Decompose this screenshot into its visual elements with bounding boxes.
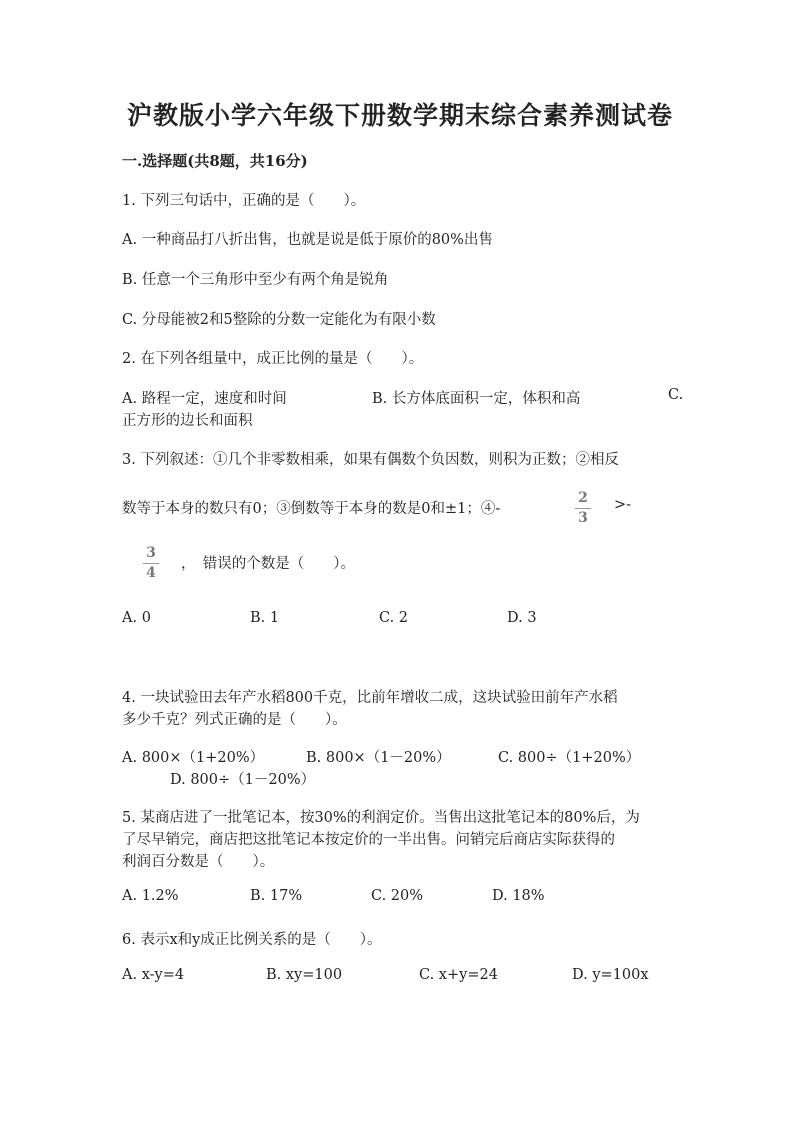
question-6-option-d: D. y=100x [572, 967, 649, 983]
fraction-bar [143, 563, 159, 564]
question-3-tail: ， 错误的个数是（ ）。 [181, 556, 355, 572]
fraction-denominator: 3 [578, 510, 588, 526]
question-6-option-c: C. x+y=24 [419, 967, 498, 983]
question-3-option-a: A. 0 [122, 610, 151, 626]
question-6-option-a: A. x-y=4 [122, 967, 185, 983]
question-4-option-c: C. 800÷（1+20%） [498, 750, 641, 766]
question-4-option-b: B. 800×（1－20%） [306, 750, 451, 766]
page-title: 沪教版小学六年级下册数学期末综合素养测试卷 [126, 101, 673, 130]
fraction-numerator: 3 [146, 545, 156, 561]
question-5-option-d: D. 18% [492, 888, 545, 904]
question-2-option-c-label: C. [668, 387, 684, 403]
question-2-stem: 2. 在下列各组量中，成正比例的量是（ ）。 [122, 351, 424, 367]
question-5-line-2: 了尽早销完，商店把这批笔记本按定价的一半出售。问销完后商店实际获得的 [122, 832, 615, 848]
question-6-option-b: B. xy=100 [266, 967, 343, 983]
question-1-option-c: C. 分母能被2和5整除的分数一定能化为有限小数 [122, 312, 436, 328]
question-4-option-d: D. 800÷（1－20%） [170, 772, 316, 788]
question-2-option-a: A. 路程一定，速度和时间 [122, 391, 287, 407]
question-5-option-b: B. 17% [250, 888, 303, 904]
question-3-greater-than: >- [614, 497, 632, 513]
question-3-line-2: 数等于本身的数只有0；③倒数等于本身的数是0和±1；④- [122, 501, 501, 517]
question-1-option-a: A. 一种商品打八折出售，也就是说是低于原价的80%出售 [122, 232, 493, 248]
fraction-bar [575, 508, 591, 509]
question-3-line-1: 3. 下列叙述：①几个非零数相乘，如果有偶数个负因数，则积为正数；②相反 [122, 452, 619, 468]
question-3-option-c: C. 2 [379, 610, 409, 626]
question-2-option-b: B. 长方体底面积一定，体积和高 [372, 391, 581, 407]
question-3-option-b: B. 1 [250, 610, 280, 626]
question-5-option-a: A. 1.2% [122, 888, 179, 904]
fraction-denominator: 4 [146, 565, 156, 581]
question-1-stem: 1. 下列三句话中，正确的是（ ）。 [122, 193, 366, 209]
question-5-line-1: 5. 某商店进了一批笔记本，按30%的利润定价。当售出这批笔记本的80%后，为 [122, 810, 640, 826]
question-1-option-b: B. 任意一个三角形中至少有两个角是锐角 [122, 272, 389, 288]
section-heading: 一.选择题(共8题，共16分) [122, 152, 308, 170]
question-5-option-c: C. 20% [371, 888, 424, 904]
question-3-option-d: D. 3 [507, 610, 537, 626]
question-4-line-1: 4. 一块试验田去年产水稻800千克，比前年增收二成，这块试验田前年产水稻 [122, 690, 618, 706]
fraction-three-quarters [141, 545, 161, 582]
fraction-two-thirds [573, 490, 593, 527]
fraction-numerator: 2 [578, 490, 588, 506]
question-4-line-2: 多少千克？列式正确的是（ ）。 [122, 712, 347, 728]
question-2-option-c-text: 正方形的边长和面积 [122, 413, 253, 429]
question-4-option-a: A. 800×（1+20%） [122, 750, 265, 766]
question-5-line-3: 利润百分数是（ ）。 [122, 854, 275, 870]
question-6-stem: 6. 表示x和y成正比例关系的是（ ）。 [122, 932, 382, 948]
